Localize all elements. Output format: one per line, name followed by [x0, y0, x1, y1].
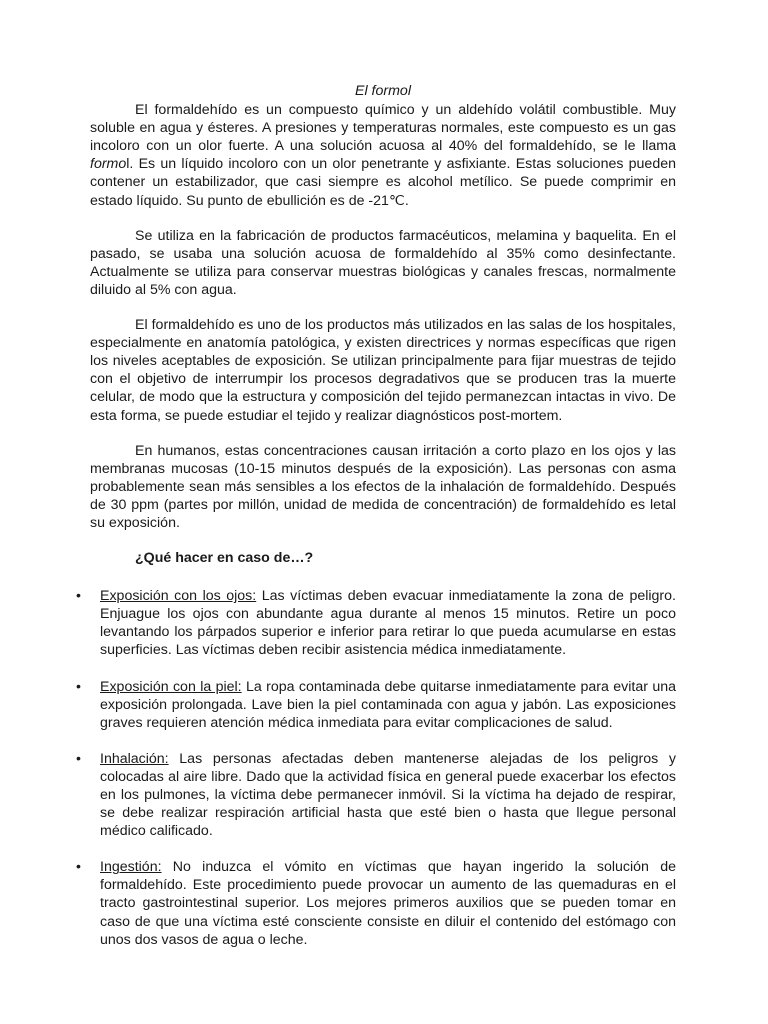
section-subheading: ¿Qué hacer en caso de…? — [135, 550, 314, 567]
list-item-text: La ropa contaminada debe quitarse inmediatamente para evitar una exposición prolongada. Lave bien la piel contaminada con agua y jabón. Las exposiciones graves requieren atención médica inmediata para evitar complicaciones de salud. — [100, 678, 676, 731]
list-item-text: Las víctimas deben evacuar inmediatamente la zona de peligro. Enjuague los ojos con abundante agua durante al menos 15 minutos. Retire un poco levantando los párpados superior e inferior para retirar lo que pueda acumularse en estas superficies. Las víctimas deben recibir asistencia médica inmediatamente. — [100, 588, 676, 659]
list-item-eyes — [76, 587, 676, 659]
first-aid-list — [76, 587, 676, 949]
paragraph-4: En humanos, estas concentraciones causan irritación a corto plazo en los ojos y las membranas mucosas (10-15 minutos después de la exposición). Las personas con asma probablemente sean más sensibles a los efectos de la inhalación de formaldehído. Después de 30 ppm (partes por millón, unidad de medida de concentración) de formaldehído es letal su exposición. — [90, 442, 676, 531]
list-item-inhalation — [76, 750, 676, 840]
document-page — [76, 82, 676, 967]
paragraph-1-text-b: l. Es un líquido incoloro con un olor penetrante y asfixiante. Estas soluciones pueden contener un estabilizador, que casi siempre es alcohol metílico. Se puede comprimir en estado líquido. Su punto de ebullición es de -21℃. — [90, 156, 676, 209]
bullet-icon: • — [76, 750, 81, 767]
list-item-text: Las personas afectadas deben mantenerse alejadas de los peligros y colocadas al aire libre. Dado que la actividad física en general puede exacerbar los efectos en los pulmones, la víctima debe permanecer inmóvil. Si la víctima ha dejado de respirar, se debe realizar respiración artificial hasta que esté bien o hasta que llegue personal médico calificado. — [100, 750, 676, 840]
list-item-skin — [76, 678, 676, 732]
paragraph-2: Se utiliza en la fabricación de productos farmacéuticos, melamina y baquelita. En el pasado, se usaba una solución acuosa de formaldehído al 35% como desinfectante. Actualmente se utiliza para conservar muestras biológicas y canales frescas, normalmente diluido al 5% con agua. — [90, 227, 676, 298]
bullet-icon: • — [76, 588, 81, 605]
list-item-text: No induzca el vómito en víctimas que hayan ingerido la solución de formaldehído. Este procedimiento puede provocar un aumento de las quemaduras en el tracto gastrointestinal superior. Los mejores primeros auxilios que se pueden tomar en caso de que una víctima esté consciente consiste en diluir el contenido del estómago con unos dos vasos de agua o leche. — [100, 859, 676, 948]
paragraph-1 — [90, 101, 676, 210]
list-item-heading: Ingestión: — [100, 859, 162, 876]
bullet-icon: • — [76, 678, 81, 695]
list-item-heading: Exposición con los ojos: — [100, 588, 257, 605]
bullet-icon: • — [76, 859, 81, 876]
document-title: El formol — [355, 83, 411, 99]
list-item-heading: Exposición con la piel: — [100, 678, 242, 695]
paragraph-3: El formaldehído es uno de los productos más utilizados en las salas de los hospitales, especialmente en anatomía patológica, y existen directrices y normas específicas que rigen los niveles aceptables de exposición. Se utilizan principalmente para fijar muestras de tejido con el objetivo de interrumpir los procesos degradativos que se producen tras la muerte celular, de modo que la estructura y composición del tejido permanezcan intactas in vivo. De esta forma, se puede estudiar el tejido y realizar diagnósticos post-mortem. — [90, 317, 676, 424]
paragraph-1-text-a: El formaldehído es un compuesto químico y un aldehído volátil combustible. Muy soluble en agua y ésteres. A presiones y temperaturas normales, este compuesto es un gas incoloro con un olor fuerte. A una solución acuosa al 40% del formaldehído, se le llama — [90, 102, 676, 155]
list-item-heading: Inhalación: — [100, 750, 169, 767]
paragraph-1-italic-word: formo — [90, 156, 127, 173]
list-item-ingestion — [76, 858, 676, 948]
